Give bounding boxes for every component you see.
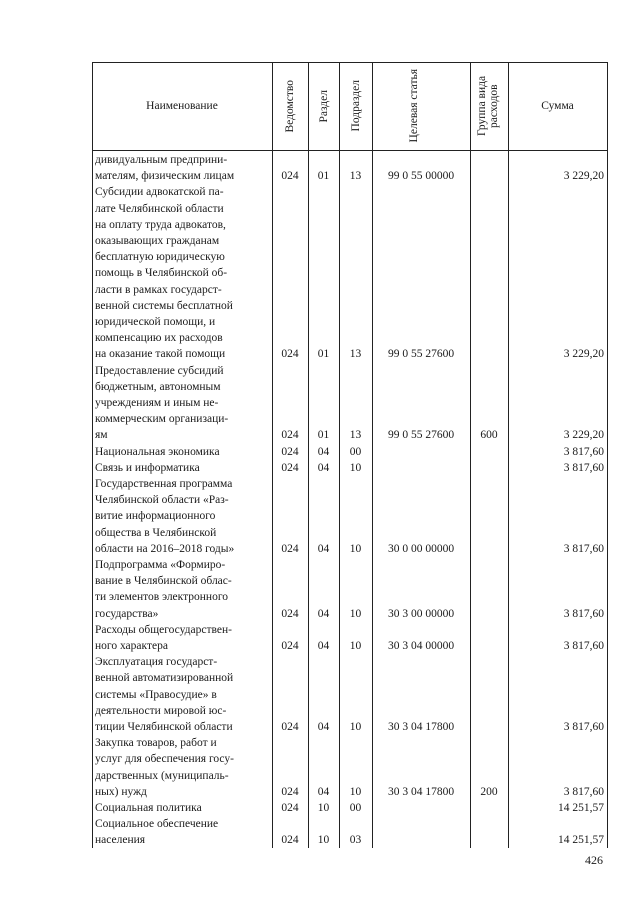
row-name-line: ям: [95, 429, 108, 442]
row-name: [95, 557, 265, 622]
row-name: [95, 800, 265, 816]
row-name-line: на оплату труда адвокатов,: [95, 218, 226, 231]
row-name-line: оказывающих гражданам: [95, 235, 220, 247]
header-summa: Сумма: [541, 100, 574, 112]
table-left-border: [92, 62, 93, 848]
tselevaya-statya-cell: 99 0 55 27600: [387, 429, 455, 442]
col-divider: [470, 62, 471, 848]
vedomstvo-cell: 024: [281, 785, 299, 798]
page-number: 426: [585, 853, 603, 867]
vedomstvo-cell: 024: [281, 542, 299, 555]
gruppa-cell: 200: [480, 785, 498, 798]
podrazdel-cell: 13: [349, 170, 362, 183]
row-name-line: системы «Правосудие» в: [95, 688, 217, 701]
row-name: [95, 654, 265, 735]
podrazdel-cell: 13: [349, 348, 362, 361]
summa-cell: 3 817,60: [563, 542, 604, 555]
razdel-cell: 04: [317, 785, 330, 798]
row-name-line: Социальное обеспечение: [95, 818, 219, 831]
razdel-cell: 04: [317, 461, 330, 474]
row-name-line: лате Челябинской области: [95, 202, 224, 215]
row-name-line: венной системы бесплатной: [95, 299, 233, 312]
row-name-line: Предоставление субсидий: [95, 364, 224, 377]
tselevaya-statya-cell: 30 0 00 00000: [387, 542, 455, 555]
tselevaya-statya-cell: 30 3 04 17800: [387, 721, 455, 733]
row-name: [95, 152, 265, 184]
row-name-line: деятельности мировой юс-: [95, 704, 227, 717]
summa-cell: 14 251,57: [558, 834, 604, 847]
row-name-line: Национальная экономика: [95, 445, 220, 458]
row-name: [95, 444, 265, 460]
podrazdel-cell: 10: [349, 640, 362, 652]
row-name-line: Государственная программа: [95, 478, 233, 490]
row-name-line: Подпрограмма «Формиро-: [95, 559, 226, 571]
row-name-line: ных) нужд: [95, 785, 147, 798]
tselevaya-statya-cell: 30 3 00 00000: [387, 607, 455, 620]
row-name-line: дарственных (муниципаль-: [95, 769, 229, 782]
row-name: [95, 476, 265, 557]
row-name-line: бесплатную юридическую: [95, 251, 225, 264]
header-razdel: Раздел: [317, 89, 330, 123]
podrazdel-cell: 00: [349, 802, 362, 814]
summa-cell: 3 817,60: [563, 461, 604, 474]
row-name-line: витие информационного: [95, 510, 216, 523]
razdel-cell: 04: [317, 721, 330, 733]
row-name-line: Челябинской области «Раз-: [95, 494, 229, 507]
razdel-cell: 01: [317, 429, 330, 442]
podrazdel-cell: 10: [349, 461, 362, 474]
table-right-border: [607, 62, 608, 848]
row-name-line: на оказание такой помощи: [95, 348, 226, 361]
summa-cell: 3 817,60: [563, 445, 604, 458]
header-bottom-border: [92, 150, 607, 151]
vedomstvo-cell: 024: [281, 170, 299, 183]
row-name: [95, 460, 265, 476]
row-name-line: юридической помощи, и: [95, 316, 216, 329]
vedomstvo-cell: 024: [281, 348, 299, 361]
row-name-line: ласти в рамках государст-: [95, 283, 222, 296]
vedomstvo-cell: 024: [281, 607, 299, 620]
tselevaya-statya-cell: 30 3 04 00000: [387, 640, 455, 652]
summa-cell: 14 251,57: [558, 802, 604, 814]
razdel-cell: 04: [317, 640, 330, 652]
razdel-cell: 01: [317, 170, 330, 183]
vedomstvo-cell: 024: [281, 429, 299, 442]
row-name: [95, 816, 265, 848]
podrazdel-cell: 00: [349, 445, 362, 458]
row-name-line: Субсидии адвокатской па-: [95, 186, 224, 199]
row-name-line: ного характера: [95, 640, 168, 652]
row-name-line: общества в Челябинской: [95, 526, 217, 539]
row-name-line: мателям, физическим лицам: [95, 170, 235, 183]
vedomstvo-cell: 024: [281, 640, 299, 652]
summa-cell: 3 229,20: [563, 429, 604, 442]
tselevaya-statya-cell: 99 0 55 00000: [387, 170, 455, 183]
row-name-line: компенсацию их расходов: [95, 332, 223, 345]
row-name-line: услуг для обеспечения госу-: [95, 753, 234, 766]
podrazdel-cell: 13: [349, 429, 362, 442]
row-name-line: Эксплуатация государст-: [95, 656, 218, 669]
razdel-cell: 04: [317, 445, 330, 458]
row-name: [95, 622, 265, 654]
row-name-line: тиции Челябинской области: [95, 721, 233, 733]
header-vedomstvo: Ведомство: [284, 79, 296, 133]
vedomstvo-cell: 024: [281, 834, 299, 847]
row-name-line: области на 2016–2018 годы»: [95, 542, 235, 555]
summa-cell: 3 817,60: [563, 640, 604, 652]
vedomstvo-cell: 024: [281, 721, 299, 733]
header-podrazdel: Подраздел: [349, 80, 362, 132]
row-name-line: бюджетным, автономным: [95, 380, 221, 393]
row-name-line: Закупка товаров, работ и: [95, 737, 217, 750]
razdel-cell: 10: [317, 834, 330, 847]
row-name: [95, 735, 265, 800]
podrazdel-cell: 03: [349, 834, 362, 847]
row-name-line: дивидуальным предприни-: [95, 154, 228, 166]
header-gruppa-vida-raskhodov: Группа вида расходов: [476, 75, 500, 137]
razdel-cell: 10: [317, 802, 330, 814]
tselevaya-statya-cell: 30 3 04 17800: [387, 785, 455, 798]
summa-cell: 3 229,20: [563, 170, 604, 183]
summa-cell: 3 817,60: [563, 607, 604, 620]
summa-cell: 3 817,60: [563, 785, 604, 798]
row-name: [95, 184, 265, 362]
row-name-line: вание в Челябинской облас-: [95, 575, 232, 588]
razdel-cell: 04: [317, 542, 330, 555]
podrazdel-cell: 10: [349, 607, 362, 620]
row-name-line: помощь в Челябинской об-: [95, 267, 228, 280]
header-tselevaya-statya: Целевая статья: [408, 69, 420, 143]
gruppa-cell: 600: [480, 429, 498, 442]
row-name-line: Социальная политика: [95, 802, 202, 814]
row-name-line: Связь и информатика: [95, 461, 200, 474]
podrazdel-cell: 10: [349, 721, 362, 733]
row-name: [95, 363, 265, 444]
razdel-cell: 01: [317, 348, 330, 361]
razdel-cell: 04: [317, 607, 330, 620]
summa-cell: 3 817,60: [563, 721, 604, 733]
vedomstvo-cell: 024: [281, 445, 299, 458]
summa-cell: 3 229,20: [563, 348, 604, 361]
header-name: Наименование: [146, 100, 218, 112]
row-name-line: учреждениям и иным не-: [95, 397, 219, 409]
row-name-line: ти элементов электронного: [95, 591, 229, 604]
podrazdel-cell: 10: [349, 542, 362, 555]
row-name-line: венной автоматизированной: [95, 672, 234, 685]
vedomstvo-cell: 024: [281, 802, 299, 814]
row-name-line: населения: [95, 834, 146, 847]
vedomstvo-cell: 024: [281, 461, 299, 474]
row-name-line: государства»: [95, 607, 159, 620]
col-divider: [508, 62, 509, 848]
tselevaya-statya-cell: 99 0 55 27600: [387, 348, 455, 361]
row-name-line: коммерческим организаци-: [95, 413, 229, 426]
podrazdel-cell: 10: [349, 785, 362, 798]
row-name-line: Расходы общегосударствен-: [95, 623, 232, 636]
